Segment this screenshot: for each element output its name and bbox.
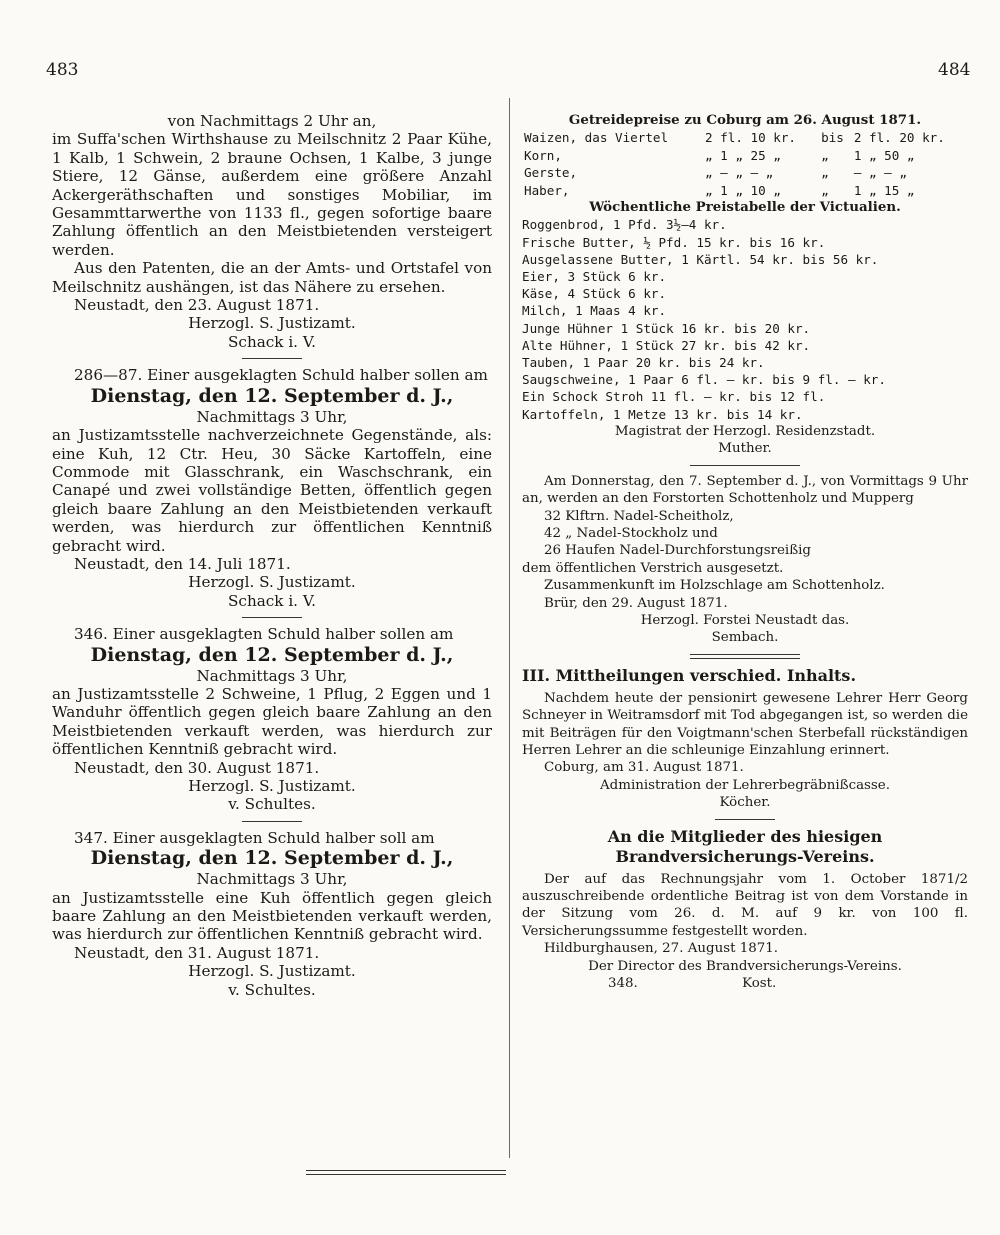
right-column: [522, 112, 968, 992]
price-sep: „: [821, 147, 829, 163]
notice-time: von Nachmittags 2 Uhr an,: [167, 112, 377, 130]
notice-number: 348.: [608, 976, 638, 992]
notice-intro: 346. Einer ausgeklagten Schuld halber sollen am: [74, 625, 454, 644]
office: Der Director des Brandversicherungs-Vereins.: [588, 958, 902, 974]
list-item: Ein Schock Stroh 11 fl. — kr. bis 12 fl.: [522, 389, 826, 405]
signature: v. Schultes.: [228, 980, 316, 999]
table-row: [522, 182, 968, 199]
list-item: Eier, 3 Stück 6 kr.: [522, 269, 667, 285]
price-sep: bis: [821, 130, 844, 146]
victuals-list: [522, 216, 968, 422]
place-date: Neustadt, den 14. Juli 1871.: [74, 554, 291, 573]
list-item: Milch, 1 Maas 4 kr.: [522, 303, 667, 319]
price-sep: „: [821, 182, 829, 198]
notice-date: Dienstag, den 12. September d. J.,: [90, 643, 454, 666]
signature: Köcher.: [719, 795, 771, 811]
signature: Schack i. V.: [228, 332, 316, 351]
separator: [242, 821, 302, 822]
notice-fire-insurance: [522, 827, 968, 993]
notice-time: Nachmittags 3 Uhr,: [196, 666, 348, 685]
section-iii: [522, 666, 968, 812]
grain-prices-title: Getreidepreise zu Coburg am 26. August 1871.: [568, 112, 922, 128]
grain-name: Korn,: [524, 147, 562, 163]
list-item: Roggenbrod, 1 Pfd. 3½—4 kr.: [522, 217, 727, 233]
list-item: 26 Haufen Nadel-Durchforstungsreißig: [544, 543, 812, 559]
column-divider: [509, 98, 510, 1158]
separator: [242, 358, 302, 359]
victuals-title: Wöchentliche Preistabelle der Victualien.: [589, 199, 901, 216]
place-date: Brür, den 29. August 1871.: [544, 595, 728, 611]
office: Herzogl. S. Justizamt.: [188, 962, 356, 981]
list-item: Alte Hühner, 1 Stück 27 kr. bis 42 kr.: [522, 337, 811, 353]
table-row: [522, 129, 968, 146]
victuals-prices: [522, 199, 968, 458]
grain-prices: [522, 112, 968, 199]
separator: [690, 654, 800, 659]
notice-346: [52, 625, 492, 814]
separator: [715, 819, 775, 820]
price-to: — „ — „: [853, 165, 907, 181]
notice-time: Nachmittags 3 Uhr,: [196, 407, 348, 426]
notice-body: Aus den Patenten, die an der Amts- und Ortstafel von Meilschnitz aushängen, ist das Nähere zu ersehen.: [52, 259, 492, 296]
left-column: [52, 112, 492, 999]
notice-body: an Justizamtsstelle nachverzeichnete Gegenstände, als: eine Kuh, 12 Ctr. Heu, 30 Säcke Kartoffeln, eine Commode mit Glasschrank, ein Waschschrank, ein Canapé und zwei vollständige Betten, öffentlich gegen gleich baare Zahlung an den Meistbietenden verkauft werden, was hierdurch zur öffentlichen Kenntniß gebracht wird.: [52, 426, 492, 555]
notice-number-signature: [522, 975, 968, 992]
notice-auction-meilschnitz: [52, 112, 492, 351]
page-number-left: 483: [46, 60, 79, 80]
signature: Schack i. V.: [228, 591, 316, 610]
separator: [690, 465, 800, 466]
list-item: Saugschweine, 1 Paar 6 fl. — kr. bis 9 fl. — kr.: [522, 372, 886, 388]
signature: Kost.: [742, 976, 777, 992]
price-to: 1 „ 50 „: [853, 147, 915, 163]
notice-forest-auction: [522, 473, 968, 647]
office: Herzogl. S. Justizamt.: [188, 314, 356, 333]
place-date: Coburg, am 31. August 1871.: [544, 760, 744, 776]
notice-heading: An die Mitglieder des hiesigen Brandversicherungs-Vereins.: [607, 826, 883, 866]
page-number-right: 484: [938, 60, 971, 80]
notice-time: Nachmittags 3 Uhr,: [196, 870, 348, 889]
list-item: Frische Butter, ½ Pfd. 15 kr. bis 16 kr.: [522, 234, 826, 250]
notice-347: [52, 829, 492, 999]
price-to: 2 fl. 20 kr.: [853, 130, 945, 146]
grain-prices-table: [522, 129, 968, 199]
list-item: 32 Klftrn. Nadel-Scheitholz,: [544, 508, 734, 524]
notice-date: Dienstag, den 12. September d. J.,: [90, 384, 454, 407]
list-item: Tauben, 1 Paar 20 kr. bis 24 kr.: [522, 355, 765, 371]
notice-intro: 286—87. Einer ausgeklagten Schuld halber sollen am: [74, 366, 488, 385]
office: Herzogl. Forstei Neustadt das.: [640, 612, 850, 628]
notice-body: Der auf das Rechnungsjahr vom 1. October 1871/2 auszuschreibende ordentliche Beitrag ist von dem Vorstande in der Sitzung vom 26. d. M. auf 9 kr. von 100 fl. Versicherungssumme festgestellt worden.: [522, 871, 968, 939]
office: Administration der Lehrerbegräbnißcasse.: [600, 777, 890, 793]
list-item: Käse, 4 Stück 6 kr.: [522, 286, 667, 302]
notice-body: im Suffa'schen Wirthshause zu Meilschnitz 2 Paar Kühe, 1 Kalb, 1 Schwein, 2 braune Ochsen, 1 Kalbe, 3 junge Stiere, 12 Gänse, außerdem eine größere Anzahl Ackergeräthschaften und sonstiges Mobiliar, im Gesammttarwerthe von 1133 fl., gegen sofortige baare Zahlung öffentlich an den Meistbietenden versteigert werden.: [52, 130, 492, 259]
place-date: Hildburghausen, 27. August 1871.: [544, 941, 779, 957]
price-from: „ 1 „ 10 „: [705, 182, 781, 198]
table-row: [522, 164, 968, 181]
place-date: Neustadt, den 30. August 1871.: [74, 758, 320, 777]
notice-286-87: [52, 366, 492, 610]
price-from: „ — „ — „: [705, 165, 774, 181]
notice-body: Nachdem heute der pensionirt gewesene Lehrer Herr Georg Schneyer in Weitramsdorf mit Tod abgegangen ist, so werden die mit Beiträgen für den Voigtmann'schen Sterbefall rückständigen Herren Lehrer an die schleunige Einzahlung erinnert.: [522, 690, 968, 758]
signature: v. Schultes.: [228, 795, 316, 814]
price-from: 2 fl. 10 kr.: [705, 130, 796, 146]
list-item: 42 „ Nadel-Stockholz und: [544, 525, 718, 541]
table-row: [522, 147, 968, 164]
office: Herzogl. S. Justizamt.: [188, 573, 356, 592]
notice-body: an Justizamtsstelle eine Kuh öffentlich gegen gleich baare Zahlung an den Meistbietenden verkauft werden, was hierdurch zur öffentlichen Kenntniß gebracht wird.: [52, 888, 492, 944]
section-heading: III. Mittheilungen verschied. Inhalts.: [522, 665, 857, 685]
meeting-point: Zusammenkunft im Holzschlage am Schottenholz.: [544, 578, 885, 594]
notice-body: Am Donnerstag, den 7. September d. J., von Vormittags 9 Uhr an, werden an den Forstorten Schottenholz und Mupperg: [522, 473, 968, 507]
grain-name: Haber,: [524, 182, 570, 198]
price-from: „ 1 „ 25 „: [705, 147, 781, 163]
list-item: Ausgelassene Butter, 1 Kärtl. 54 kr. bis 56 kr.: [522, 251, 879, 267]
signature: Muther.: [718, 441, 772, 457]
notice-date: Dienstag, den 12. September d. J.,: [90, 847, 454, 870]
list-item: Junge Hühner 1 Stück 16 kr. bis 20 kr.: [522, 320, 811, 336]
grain-name: Gerste,: [524, 165, 578, 181]
bottom-rule: [306, 1170, 506, 1175]
signature: Sembach.: [711, 630, 779, 646]
separator: [242, 617, 302, 618]
notice-body: dem öffentlichen Verstrich ausgesetzt.: [522, 560, 784, 576]
place-date: Neustadt, den 23. August 1871.: [74, 296, 320, 315]
price-sep: „: [821, 165, 829, 181]
grain-name: Waizen, das Viertel: [524, 130, 669, 146]
list-item: Kartoffeln, 1 Metze 13 kr. bis 14 kr.: [522, 406, 803, 422]
notice-body: an Justizamtsstelle 2 Schweine, 1 Pflug, 2 Eggen und 1 Wanduhr öffentlich gegen gleich baare Zahlung an den Meistbietenden verkauft werden, was hierdurch zur öffentlichen Kenntniß gebracht wird.: [52, 684, 492, 759]
office: Magistrat der Herzogl. Residenzstadt.: [614, 423, 876, 439]
notice-intro: 347. Einer ausgeklagten Schuld halber soll am: [74, 828, 435, 847]
place-date: Neustadt, den 31. August 1871.: [74, 943, 320, 962]
office: Herzogl. S. Justizamt.: [188, 777, 356, 795]
price-to: 1 „ 15 „: [853, 182, 915, 198]
